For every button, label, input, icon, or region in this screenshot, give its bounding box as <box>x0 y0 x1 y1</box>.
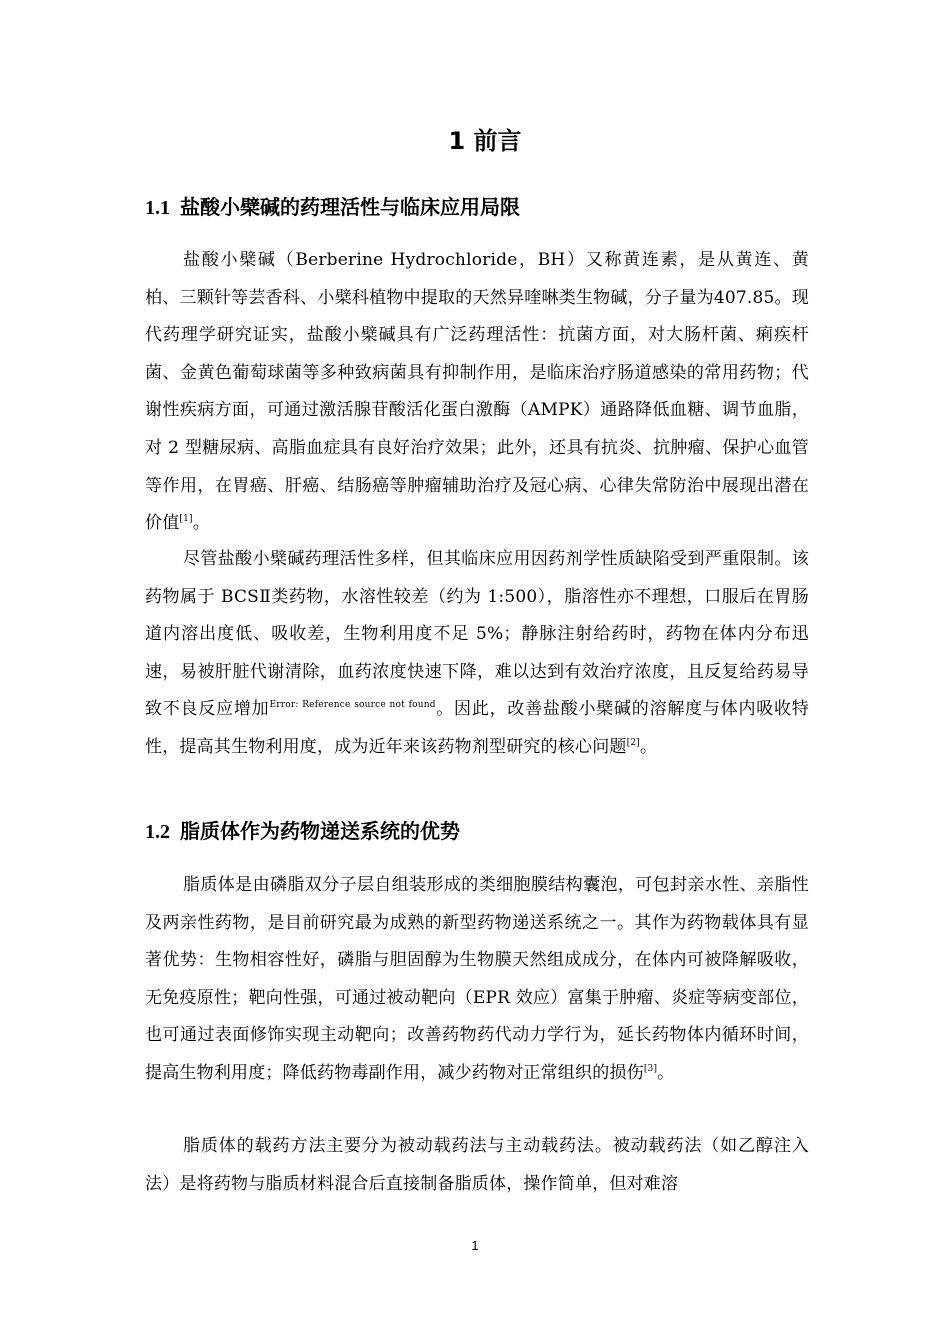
paragraph-text: 盐酸小檗碱（Berberine Hydrochloride，BH）又称黄连素，是从黄连、黄柏、三颗针等芸香科、小檗科植物中提取的天然异喹啉类生物碱，分子量为407.85。现代药理学研究证实，盐酸小檗碱具有广泛药理活性：抗菌方面，对大肠杆菌、痢疾杆菌、金黄色葡萄球菌等多种致病菌具有抑制作用，是临床治疗肠道感染的常用药物；代谢性疾病方面，可通过激活腺苷酸活化蛋白激酶（AMPK）通路降低血糖、调节血脂，对 2 型糖尿病、高脂血症具有良好治疗效果；此外，还具有抗炎、抗肿瘤、保护心血管等作用，在胃癌、肝癌、结肠癌等肿瘤辅助治疗及冠心病、心律失常防治中展现出潜在价值 <box>145 250 809 534</box>
section-heading-1-2 <box>145 816 460 847</box>
paragraph <box>145 242 809 543</box>
citation-ref: [2] <box>626 737 640 748</box>
paragraph-tail: 。 <box>657 1062 675 1083</box>
paragraph-tail: 。 <box>639 736 658 757</box>
section-title-text: 脂质体作为药物递送系统的优势 <box>180 819 460 843</box>
paragraph <box>145 541 809 767</box>
section-number: 1.1 <box>145 197 170 219</box>
paragraph-tail: 。 <box>192 513 210 534</box>
paragraph-text: 尽管盐酸小檗碱药理活性多样，但其临床应用因药剂学性质缺陷受到严重限制。该药物属于 BCSⅡ类药物，水溶性较差（约为 1:500），脂溶性亦不理想，口服后在胃肠道内溶出度低、吸收差，生物利用度不足 5%；静脉注射给药时，药物在体内分布迅速，易被肝脏代谢清除，血药浓度快速下降，难以达到有效治疗浓度，且反复给药易导致不良反应增加 <box>145 549 809 720</box>
paragraph-text: 脂质体的载药方法主要分为被动载药法与主动载药法。被动载药法（如乙醇注入法）是将药物与脂质材料混合后直接制备脂质体，操作简单，但对难溶 <box>145 1136 809 1194</box>
section-heading-1-1 <box>145 192 520 223</box>
citation-error-ref: Error: Reference source not found <box>269 700 436 711</box>
section-number: 1.2 <box>145 821 170 843</box>
paragraph-text: 脂质体是由磷脂双分子层自组装形成的类细胞膜结构囊泡，可包封亲水性、亲脂性及两亲性药物，是目前研究最为成熟的新型药物递送系统之一。其作为药物载体具有显著优势：生物相容性好，磷脂与胆固醇为生物膜天然组成成分，在体内可被降解吸收，无免疫原性；靶向性强，可通过被动靶向（EPR 效应）富集于肿瘤、炎症等病变部位，也可通过表面修饰实现主动靶向；改善药物药代动力学行为，延长药物体内循环时间，提高生物利用度；降低药物毒副作用，减少药物对正常组织的损伤 <box>145 875 809 1083</box>
paragraph-tail: 。因此，改善盐酸小檗碱的溶解度与体内吸收特性，提高其生物利用度，成为近年来该药物剂型研究的核心问题 <box>145 699 809 757</box>
paragraph <box>145 867 809 1093</box>
section-title-text: 盐酸小檗碱的药理活性与临床应用局限 <box>180 195 520 219</box>
page-number: 1 <box>471 1238 479 1253</box>
citation-ref: [1] <box>179 514 193 525</box>
chapter-title: 1 前言 <box>448 127 522 155</box>
paragraph <box>145 1128 809 1203</box>
citation-ref: [3] <box>643 1063 658 1074</box>
